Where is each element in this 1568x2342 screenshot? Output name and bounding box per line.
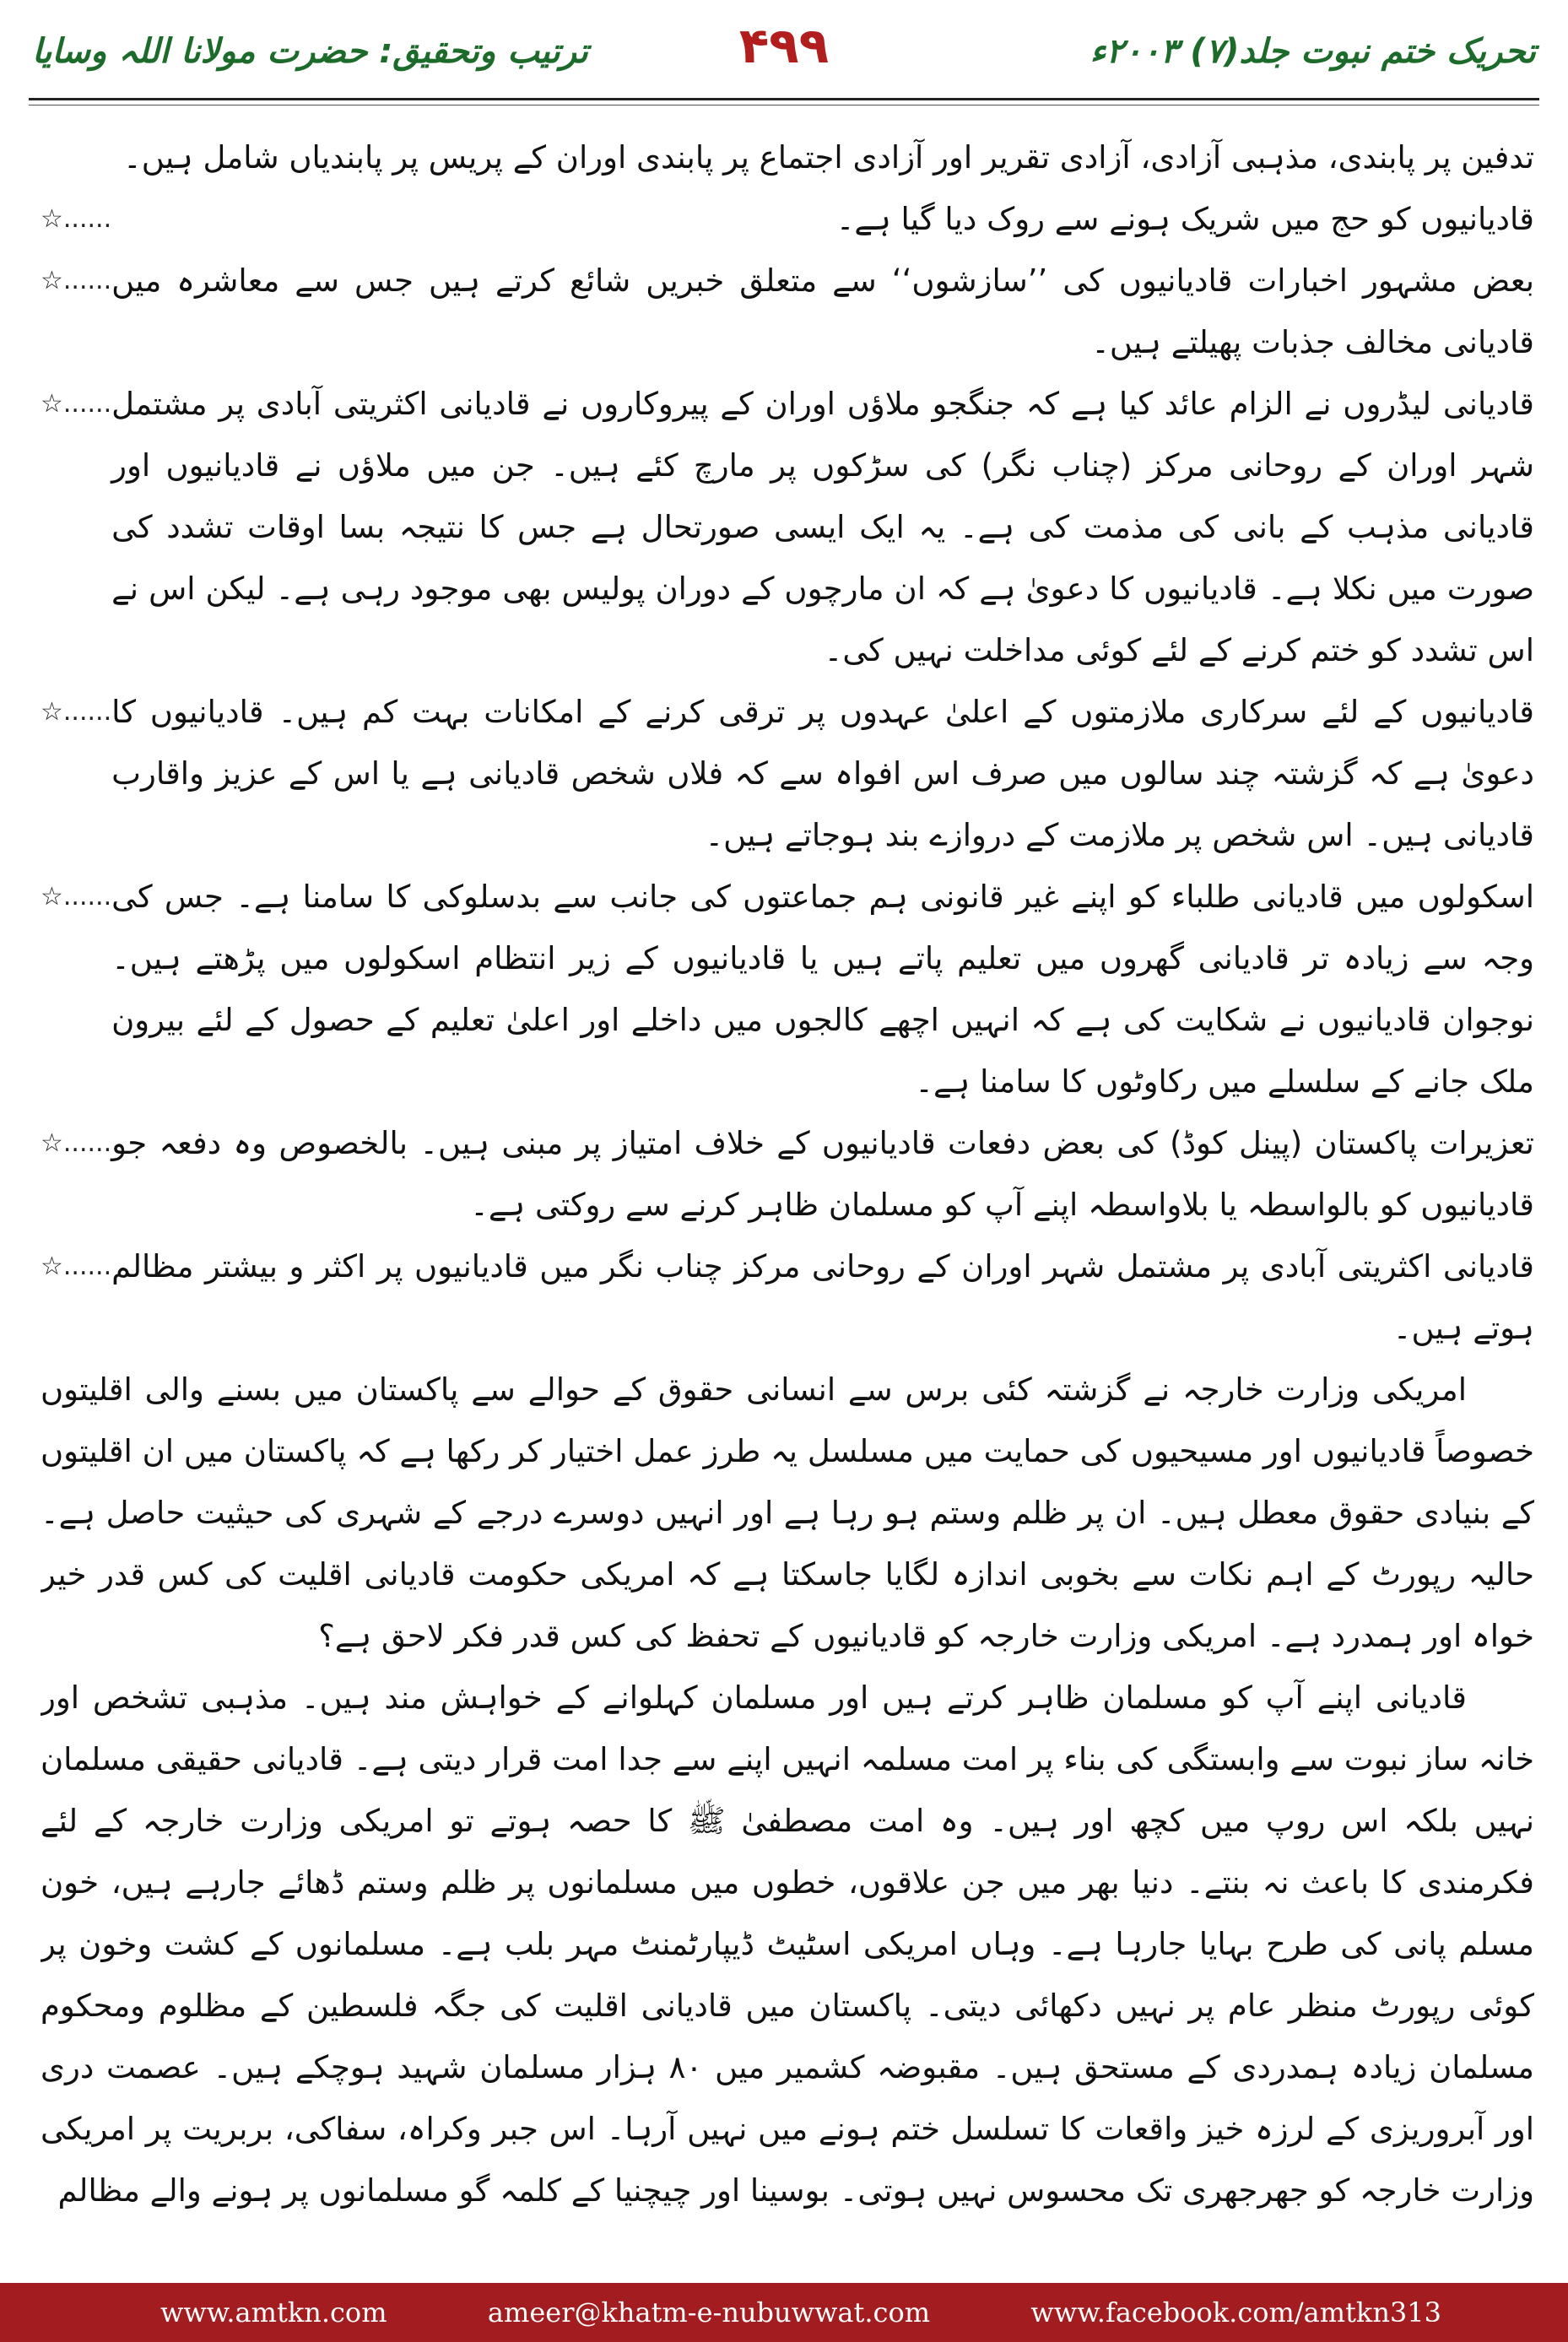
- body-paragraph: قادیانی اپنے آپ کو مسلمان ظاہر کرتے ہیں اور مسلمان کہلوانے کے خواہش مند ہیں۔ مذہبی تشخص اور خانہ ساز نبوت سے وابستگی کی بناء پر امت مسلمہ انہیں اپنے سے جدا امت قرار دیتی ہے۔ قادیانی حقیقی مسلمان نہیں بلکہ اس روپ میں کچھ اور ہیں۔ وہ امت مصطفیٰ ﷺ کا حصہ ہوتے تو امریکی وزارت خارجہ کے لئے فکرمندی کا باعث نہ بنتے۔ دنیا بھر میں جن علاقوں، خطوں میں مسلمانوں پر ظلم وستم ڈھائے جارہے ہیں، خون مسلم پانی کی طرح بہایا جارہا ہے۔ وہاں امریکی اسٹیٹ ڈیپارٹمنٹ مہر بلب ہے۔ مسلمانوں کے کشت وخون پر کوئی رپورٹ منظر عام پر نہیں دکھائی دیتی۔ پاکستان میں قادیانی اقلیت کی جگہ فلسطین کے مظلوم ومحکوم مسلمان زیادہ ہمدردی کے مستحق ہیں۔ مقبوضہ کشمیر میں ۸۰ ہزار مسلمان شہید ہوچکے ہیں۔ عصمت دری اور آبروریزی کے لرزہ خیز واقعات کا تسلسل ختم ہونے میں نہیں آرہا۔ اس جبر وکراہ، سفاکی، بربریت پر امریکی وزارت خارجہ کو جھرجھری تک محسوس نہیں ہوتی۔ بوسینا اور چیچنیا کے کلمہ گو مسلمانوں پر ہونے والے مظالم: [41, 1679, 1534, 2209]
- page-body: [41, 127, 1534, 2262]
- star-bullet-icon: ☆......: [41, 1252, 112, 1281]
- book-title: تحریک ختم نبوت جلد(۷) ۲۰۰۳ء: [1089, 32, 1536, 71]
- list-item-text: اسکولوں میں قادیانی طلباء کو اپنے غیر قانونی ہم جماعتوں کی جانب سے بدسلوکی کا سامنا ہے۔ جس کی وجہ سے زیادہ تر قادیانی گھروں میں تعلیم پاتے ہیں یا قادیانیوں کے زیر انتظام اسکولوں میں پڑھتے ہیں۔ نوجوان قادیانیوں نے شکایت کی ہے کہ انہیں اچھے کالجوں میں داخلے اور اعلیٰ تعلیم کے حصول کے لئے بیرون ملک جانے کے سلسلے میں رکاوٹوں کا سامنا ہے۔: [111, 879, 1534, 1100]
- list-item: [41, 250, 1534, 373]
- list-item: [41, 1236, 1534, 1359]
- facebook-link[interactable]: www.facebook.com/amtkn313: [1030, 2296, 1441, 2328]
- body-paragraph: امریکی وزارت خارجہ نے گزشتہ کئی برس سے انسانی حقوق کے حوالے سے پاکستان میں بسنے والی اقلیتوں خصوصاً قادیانیوں اور مسیحیوں کی حمایت میں مسلسل یہ طرز عمل اختیار کر رکھا ہے کہ پاکستان میں ان اقلیتوں کے بنیادی حقوق معطل ہیں۔ ان پر ظلم وستم ہو رہا ہے اور انہیں دوسرے درجے کے شہری کی حیثیت حاصل ہے۔ حالیہ رپورٹ کے اہم نکات سے بخوبی اندازہ لگایا جاسکتا ہے کہ امریکی حکومت قادیانی اقلیت کی کس قدر خیر خواہ اور ہمدرد ہے۔ امریکی وزارت خارجہ کو قادیانیوں کے تحفظ کی کس قدر فکر لاحق ہے؟: [41, 1371, 1534, 1654]
- star-bullet-icon: ☆......: [41, 204, 112, 234]
- star-bullet-icon: ☆......: [41, 266, 112, 295]
- website-link[interactable]: www.amtkn.com: [160, 2296, 387, 2328]
- list-item-text: قادیانی اکثریتی آبادی پر مشتمل شہر اوران کے روحانی مرکز چناب نگر میں قادیانیوں پر اکثر و بیشتر مظالم ہوتے ہیں۔: [111, 1248, 1534, 1346]
- list-item-text: بعض مشہور اخبارات قادیانیوں کی ’’سازشوں‘‘ سے متعلق خبریں شائع کرتے ہیں جس سے معاشرہ میں قادیانی مخالف جذبات پھیلتے ہیں۔: [111, 262, 1534, 360]
- star-bullet-icon: ☆......: [41, 389, 112, 419]
- page-number: ۴۹۹: [738, 17, 830, 74]
- list-item-text: تعزیرات پاکستان (پینل کوڈ) کی بعض دفعات قادیانیوں کے خلاف امتیاز پر مبنی ہیں۔ بالخصوص وہ دفعہ جو قادیانیوں کو بالواسطہ یا بلاواسطہ اپنے آپ کو مسلمان ظاہر کرنے سے روکتی ہے۔: [111, 1125, 1534, 1223]
- list-item-text: قادیانیوں کو حج میں شریک ہونے سے روک دیا گیا ہے۔: [835, 201, 1534, 237]
- star-bullet-icon: ☆......: [41, 697, 112, 727]
- page-header: [0, 0, 1568, 101]
- list-item-text: قادیانی لیڈروں نے الزام عائد کیا ہے کہ جنگجو ملاؤں اوران کے پیروکاروں نے قادیانی اکثریتی آبادی پر مشتمل شہر اوران کے روحانی مرکز (چناب نگر) کی سڑکوں پر مارچ کئے ہیں۔ جن میں ملاؤں نے قادیانیوں اور قادیانی مذہب کے بانی کی مذمت کی ہے۔ یہ ایک ایسی صورتحال ہے جس کا نتیجہ بسا اوقات تشدد کی صورت میں نکلا ہے۔ قادیانیوں کا دعویٰ ہے کہ ان مارچوں کے دوران پولیس بھی موجود رہی ہے۔ لیکن اس نے اس تشدد کو ختم کرنے کے لئے کوئی مداخلت نہیں کی۔: [111, 386, 1534, 668]
- list-item: [41, 681, 1534, 866]
- list-item-text: قادیانیوں کے لئے سرکاری ملازمتوں کے اعلیٰ عہدوں پر ترقی کرنے کے امکانات بہت کم ہیں۔ قادیانیوں کا دعویٰ ہے کہ گزشتہ چند سالوں میں صرف اس افواہ سے کہ فلاں شخص قادیانی ہے یا اس کے عزیز واقارب قادیانی ہیں۔ اس شخص پر ملازمت کے دروازے بند ہوجاتے ہیں۔: [111, 694, 1534, 853]
- star-bullet-icon: ☆......: [41, 1128, 112, 1158]
- list-item: [41, 373, 1534, 681]
- page-footer: [0, 2283, 1568, 2342]
- list-item: [41, 188, 1534, 250]
- opening-line: تدفین پر پابندی، مذہبی آزادی، آزادی تقریر اور آزادی اجتماع پر پابندی اوران کے پریس پر پابندیاں شامل ہیں۔: [123, 139, 1534, 176]
- compiler-credit: ترتیب وتحقیق: حضرت مولانا اللہ وسایا: [32, 32, 588, 71]
- header-divider: [29, 98, 1539, 100]
- list-item: [41, 1112, 1534, 1236]
- email-link[interactable]: ameer@khatm-e-nubuwwat.com: [487, 2296, 931, 2328]
- star-bullet-icon: ☆......: [41, 882, 112, 911]
- list-item: [41, 866, 1534, 1112]
